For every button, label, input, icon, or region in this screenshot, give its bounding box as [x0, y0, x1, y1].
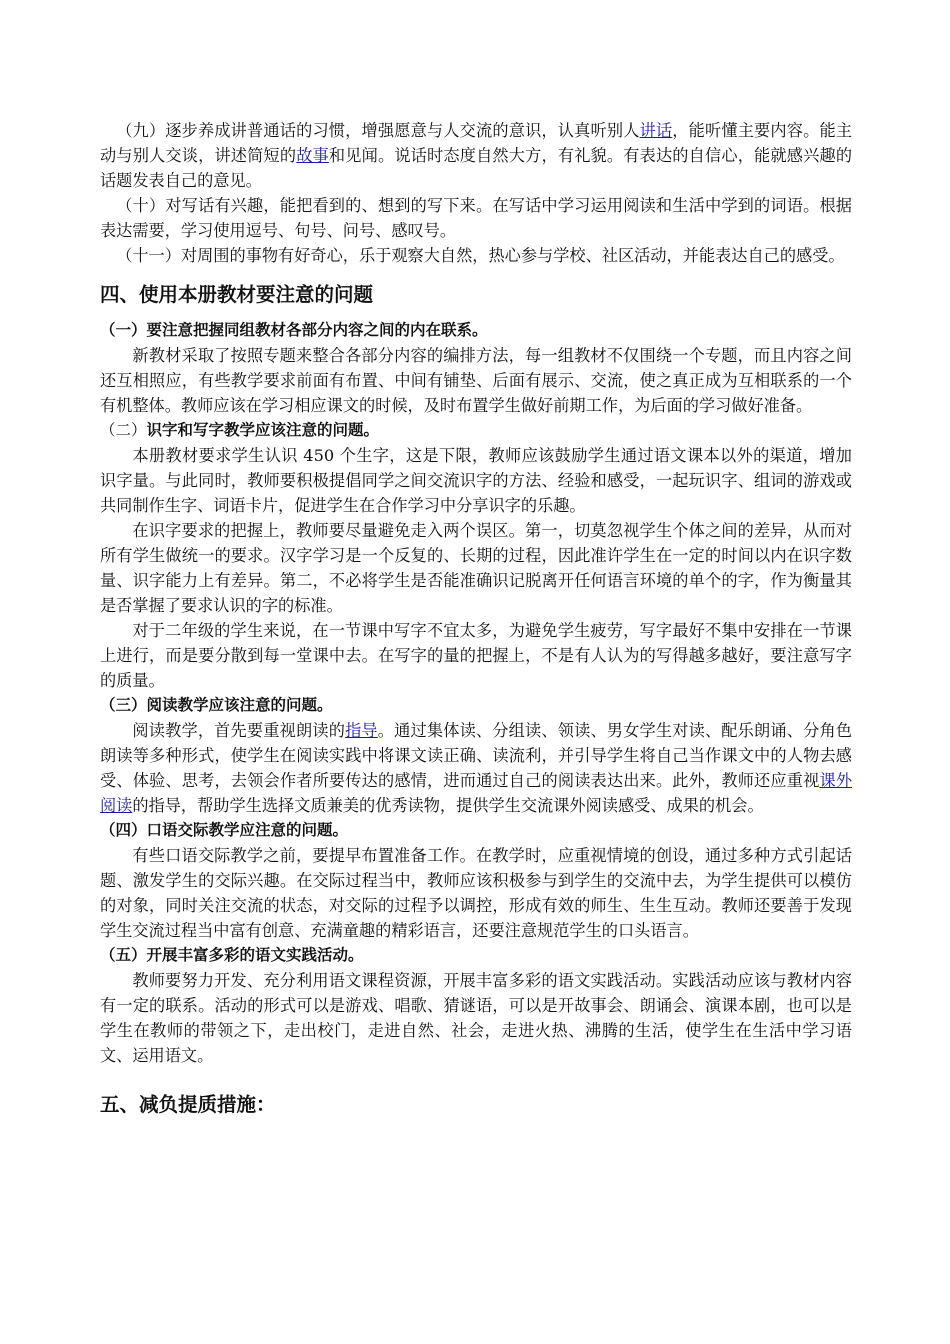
subsection-2-paragraph-3: 对于二年级的学生来说，在一节课中写字不宜太多，为避免学生疲劳，写字最好不集中安排在一节课上进行，而是要分散到每一堂课中去。在写字的量的把握上，不是有人认为的写得越多越好，要注意写字的质量。	[100, 621, 852, 690]
subsection-2-number: （二）	[100, 421, 147, 439]
section-4-heading: 四、使用本册教材要注意的问题	[100, 283, 374, 306]
subsection-4-heading: （四）口语交际教学应注意的问题。	[100, 821, 349, 839]
subsection-5-heading: （五）开展丰富多彩的语文实践活动。	[100, 946, 364, 964]
subsection-1-heading: （一）要注意把握同组教材各部分内容之间的内在联系。	[100, 321, 488, 339]
subsection-5-paragraph: 教师要努力开发、充分利用语文课程资源，开展丰富多彩的语文实践活动。实践活动应该与教材内容有一定的联系。活动的形式可以是游戏、唱歌、猜谜语，可以是开故事会、朗诵会、演课本剧，也可以是学生在教师的带领之下，走出校门，走进自然、社会，走进火热、沸腾的生活，使学生在生活中学习语文、运用语文。	[100, 971, 852, 1065]
subsection-3-paragraph	[100, 718, 852, 818]
subsection-4-paragraph: 有些口语交际教学之前，要提早布置准备工作。在教学时，应重视情境的创设，通过多种方式引起话题、激发学生的交际兴趣。在交际过程当中，教师应该积极参与到学生的交流中去，为学生提供可以模仿的对象，同时关注交流的状态，对交际的过程予以调控，形成有效的师生、生生互动。教师还要善于发现学生交流过程当中富有创意、充满童趣的精彩语言，还要注意规范学生的口头语言。	[100, 846, 852, 940]
subsection-2-paragraph-1: 本册教材要求学生认识 450 个生字，这是下限，教师应该鼓励学生通过语文课本以外的渠道，增加识字量。与此同时，教师要积极提倡同学之间交流识字的方法、经验和感受，一起玩识字、组词的游戏或共同制作生字、词语卡片，促进学生在合作学习中分享识字的乐趣。	[100, 446, 852, 515]
subsection-2-paragraph-2: 在识字要求的把握上，教师要尽量避免走入两个误区。第一，切莫忽视学生个体之间的差异，从而对所有学生做统一的要求。汉字学习是一个反复的、长期的过程，因此准许学生在一定的时间以内在识字数量、识字能力上有差异。第二，不必将学生是否能准确识记脱离开任何语言环境的单个的字，作为衡量其是否掌握了要求认识的字的标准。	[100, 521, 852, 615]
subsection-2-title: 识字和写字教学应该注意的问题。	[146, 421, 380, 439]
subsection-3-text-b: 。通过集体读、分组读、领读、男女学生对读、配乐朗诵、分角色朗读等多种形式，使学生在阅读实践中将课文读正确、读流利，并引导学生将自己当作课文中的人物去感受、体验、思考，去领会作者所要传达的感情，进而通过自己的阅读表达出来。此外，教师还应重视	[100, 721, 853, 790]
link-zhidao[interactable]: 指导	[345, 721, 378, 740]
subsection-3-heading: （三）阅读教学应该注意的问题。	[100, 696, 333, 714]
subsection-2-heading	[100, 418, 852, 443]
goal-item-9	[100, 118, 852, 193]
link-jianghua[interactable]: 讲话	[639, 121, 673, 140]
subsection-3-text-c: 的指导，帮助学生选择文质兼美的优秀读物，提供学生交流课外阅读感受、成果的机会。	[132, 796, 764, 815]
goal-item-10: （十）对写话有兴趣，能把看到的、想到的写下来。在写话中学习运用阅读和生活中学到的词语。根据表达需要，学习使用逗号、句号、问号、感叹号。	[100, 196, 852, 240]
goal-item-9-text-a: （九）逐步养成讲普通话的习惯，增强愿意与人交流的意识，认真听别人	[116, 121, 640, 140]
link-kewai-yuedu[interactable]: 课外阅读	[100, 771, 853, 815]
document-page	[100, 118, 852, 1128]
goal-item-9-text-c: 和见闻。说话时态度自然大方，有礼貌。有表达的自信心，能就感兴趣的话题发表自己的意见。	[100, 146, 853, 190]
link-gushi[interactable]: 故事	[296, 146, 329, 165]
goal-item-9-text-b: ，能听懂主要内容。能主动与别人交谈，讲述简短的	[100, 121, 853, 165]
section-5-heading: 五、减负提质措施：	[100, 1093, 276, 1116]
subsection-1-paragraph: 新教材采取了按照专题来整合各部分内容的编排方法，每一组教材不仅围绕一个专题，而且内容之间还互相照应，有些教学要求前面有布置、中间有铺垫、后面有展示、交流，使之真正成为互相联系的一个有机整体。教师应该在学习相应课文的时候，及时布置学生做好前期工作，为后面的学习做好准备。	[100, 346, 852, 415]
subsection-3-text-a: 阅读教学，首先要重视朗读的	[132, 721, 346, 740]
goal-item-11: （十一）对周围的事物有好奇心，乐于观察大自然，热心参与学校、社区活动，并能表达自己的感受。	[116, 246, 845, 265]
